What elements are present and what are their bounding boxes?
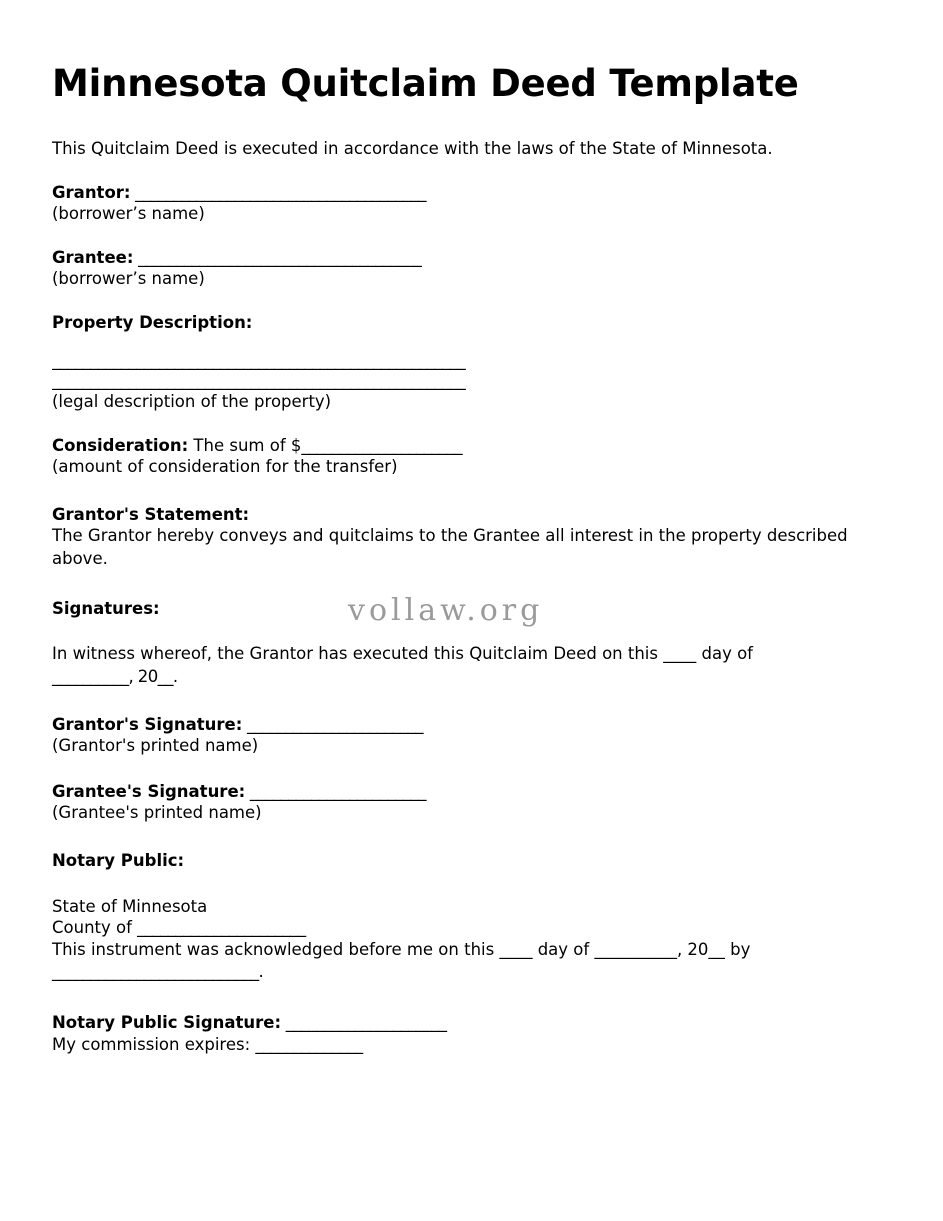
grantee-signature-section — [52, 781, 852, 824]
grantee-signature-hint: (Grantee's printed name) — [52, 802, 262, 822]
notary-state: State of Minnesota — [52, 896, 208, 916]
property-description-blank-line-1[interactable]: ______________________________________________________ — [52, 351, 466, 371]
consideration-text: The sum of $ — [188, 435, 302, 455]
grantor-hint: (borrower’s name) — [52, 204, 205, 224]
notary-acknowledgement-blank[interactable]: ___________________________. — [52, 962, 264, 982]
consideration-label: Consideration: — [52, 435, 189, 455]
grantor-signature-line — [52, 714, 852, 735]
grantor-statement-label: Grantor's Statement: — [52, 504, 250, 524]
notary-expires-line — [52, 1034, 852, 1055]
notary-signature-label: Notary Public Signature: — [52, 1013, 282, 1033]
notary-county-blank[interactable]: ______________________ — [137, 918, 306, 938]
grantor-signature-section — [52, 714, 852, 757]
watermark: vollaw.org — [348, 593, 544, 628]
notary-acknowledgement-line: This instrument was acknowledged before me on this ____ day of __________, 20__ by — [52, 939, 751, 959]
property-description-label: Property Description: — [52, 312, 253, 332]
notary-signature-section — [52, 1012, 852, 1055]
grantor-blank[interactable]: ______________________________________ — [130, 182, 426, 202]
page-title: Minnesota Quitclaim Deed Template — [52, 62, 799, 105]
notary-expires-blank[interactable]: ______________ — [255, 1034, 363, 1054]
notary-public-section — [52, 850, 852, 871]
grantor-line — [52, 182, 852, 203]
grantor-signature-label: Grantor's Signature: — [52, 714, 243, 734]
grantee-section — [52, 247, 852, 290]
grantor-statement-section — [52, 504, 852, 571]
grantee-signature-label: Grantee's Signature: — [52, 781, 246, 801]
grantor-section — [52, 182, 852, 225]
notary-county-line — [52, 917, 852, 938]
grantor-label: Grantor: — [52, 182, 131, 202]
notary-public-label: Notary Public: — [52, 851, 185, 871]
notary-details — [52, 896, 852, 984]
consideration-hint: (amount of consideration for the transfer) — [52, 457, 398, 477]
notary-county-label: County of — [52, 918, 138, 938]
property-description-section — [52, 312, 852, 413]
notary-signature-line — [52, 1012, 852, 1033]
notary-signature-blank[interactable]: _____________________ — [281, 1013, 447, 1033]
witness-line-1: In witness whereof, the Grantor has executed this Quitclaim Deed on this ____ day of — [52, 644, 753, 664]
grantee-line — [52, 247, 852, 268]
grantee-signature-line — [52, 781, 852, 802]
consideration-blank[interactable]: _____________________ — [301, 435, 463, 455]
consideration-section — [52, 435, 852, 478]
grantee-blank[interactable]: _____________________________________ — [133, 247, 422, 267]
property-description-blank-line-2[interactable]: ______________________________________________________ — [52, 371, 466, 391]
witness-paragraph — [52, 643, 852, 689]
witness-line-2[interactable]: __________, 20__. — [52, 666, 178, 686]
intro-paragraph: This Quitclaim Deed is executed in accordance with the laws of the State of Minnesota. — [52, 138, 773, 158]
grantee-label: Grantee: — [52, 247, 134, 267]
grantor-signature-blank[interactable]: _______________________ — [242, 714, 423, 734]
signatures-label: Signatures: — [52, 598, 160, 618]
grantor-statement-text: The Grantor hereby conveys and quitclaims to the Grantee all interest in the property described above. — [52, 526, 848, 568]
notary-expires-label: My commission expires: — [52, 1034, 256, 1054]
grantee-hint: (borrower’s name) — [52, 269, 205, 289]
grantor-signature-hint: (Grantor's printed name) — [52, 736, 259, 756]
property-description-hint: (legal description of the property) — [52, 392, 332, 412]
consideration-line — [52, 435, 852, 456]
document-body — [52, 0, 852, 1055]
grantee-signature-blank[interactable]: _______________________ — [245, 781, 426, 801]
signatures-section — [52, 598, 852, 619]
